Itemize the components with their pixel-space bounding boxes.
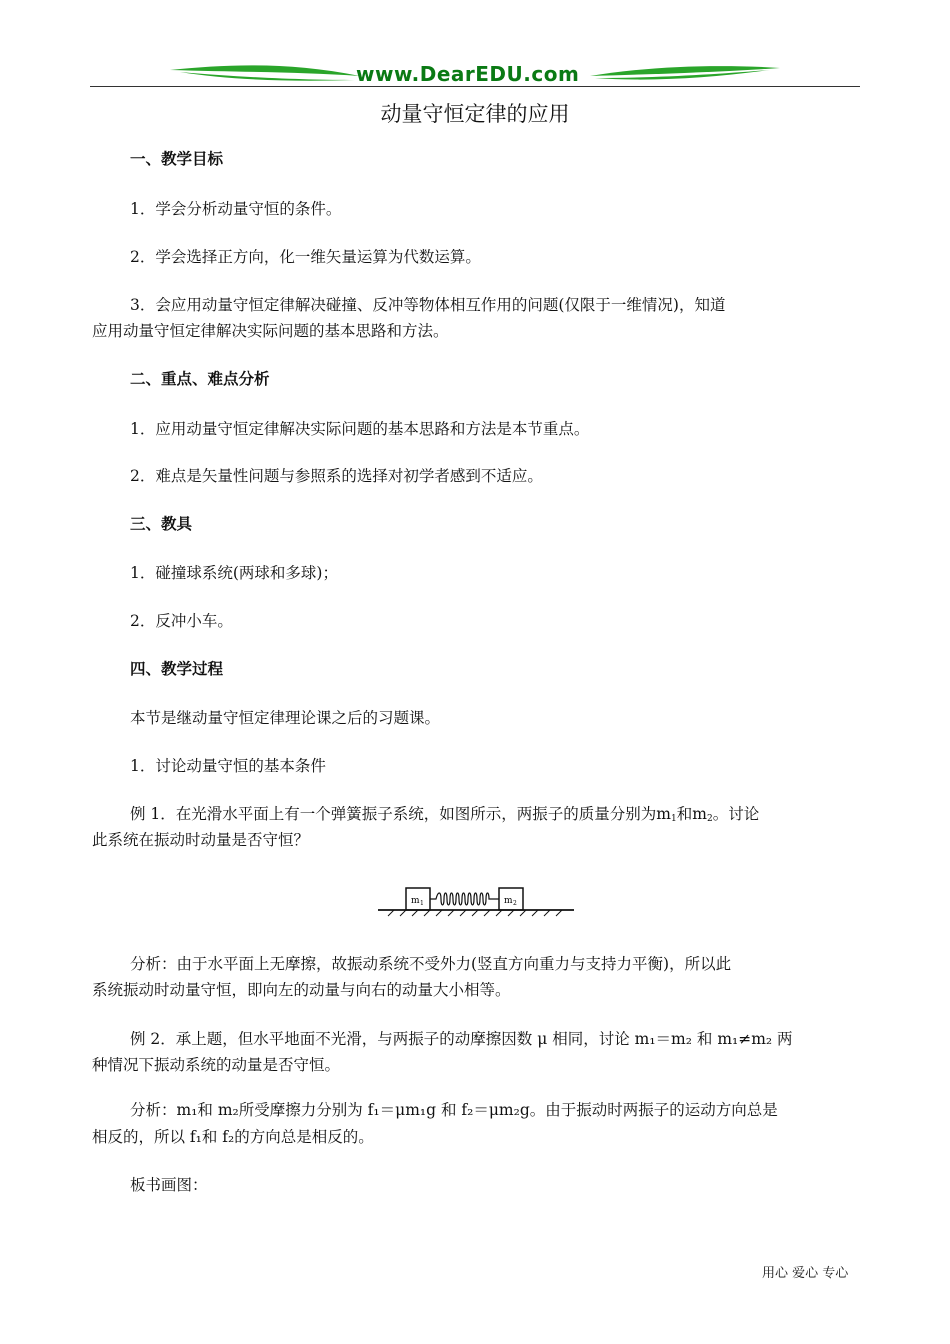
paragraph: 2．学会选择正方向，化一维矢量运算为代数运算。 <box>130 248 481 266</box>
text: 和 <box>676 805 693 823</box>
text: m <box>656 805 671 823</box>
mass-label-2: m <box>504 896 513 906</box>
paragraph: 相反的，所以 f₁和 f₂的方向总是相反的。 <box>92 1128 374 1146</box>
subscript: 1 <box>671 814 677 824</box>
paragraph: 此系统在振动时动量是否守恒？ <box>92 831 310 849</box>
text: 。讨论 <box>712 805 760 823</box>
paragraph: 3．会应用动量守恒定律解决碰撞、反冲等物体相互作用的问题(仅限于一维情况)，知道 <box>130 296 726 314</box>
spring-oscillator-figure <box>378 882 574 918</box>
ground-hatching <box>388 910 562 916</box>
section-heading-2: 二、重点、难点分析 <box>130 370 270 388</box>
mass-label-1-sub: 1 <box>420 900 424 907</box>
paragraph: 本节是继动量守恒定律理论课之后的习题课。 <box>130 709 441 727</box>
mass-label-1: m <box>411 896 420 906</box>
text: 例 1．在光滑水平面上有一个弹簧振子系统，如图所示，两振子的质量分别为 <box>130 805 657 823</box>
paragraph: 分析：m₁和 m₂所受摩擦力分别为 f₁＝μm₁g 和 f₂＝μm₂g。由于振动时两振子的运动方向总是 <box>130 1101 778 1119</box>
site-logo-text: www.DearEDU.com <box>356 62 580 86</box>
spring <box>430 893 499 905</box>
paragraph: 系统振动时动量守恒，即向左的动量与向右的动量大小相等。 <box>92 981 511 999</box>
paragraph: 1．应用动量守恒定律解决实际问题的基本思路和方法是本节重点。 <box>130 420 590 438</box>
mass-label-2-sub: 2 <box>513 900 517 907</box>
page-footer: 用心 爱心 专心 <box>762 1266 849 1281</box>
paragraph: 例 2．承上题，但水平地面不光滑，与两振子的动摩擦因数 μ 相同，讨论 m₁＝m₂ 和 m₁≠m₂ 两 <box>130 1030 793 1048</box>
text: m <box>692 805 707 823</box>
subscript: 2 <box>706 814 713 824</box>
paragraph: 1．碰撞球系统(两球和多球)； <box>130 564 338 582</box>
paragraph: 2．难点是矢量性问题与参照系的选择对初学者感到不适应。 <box>130 467 543 485</box>
paragraph: 板书画图： <box>130 1176 208 1194</box>
paragraph: 分析：由于水平面上无摩擦，故振动系统不受外力(竖直方向重力与支持力平衡)，所以此 <box>130 955 732 973</box>
paragraph: 2．反冲小车。 <box>130 612 233 630</box>
paragraph: 种情况下振动系统的动量是否守恒。 <box>92 1056 341 1074</box>
paragraph: 1．学会分析动量守恒的条件。 <box>130 200 342 218</box>
paragraph: 1．讨论动量守恒的基本条件 <box>130 757 326 775</box>
section-heading-3: 三、教具 <box>130 515 193 533</box>
section-heading-4: 四、教学过程 <box>130 660 224 678</box>
header-rule <box>90 86 860 87</box>
paragraph: 应用动量守恒定律解决实际问题的基本思路和方法。 <box>92 322 449 340</box>
page-title: 动量守恒定律的应用 <box>380 102 570 126</box>
section-heading-1: 一、教学目标 <box>130 150 224 168</box>
